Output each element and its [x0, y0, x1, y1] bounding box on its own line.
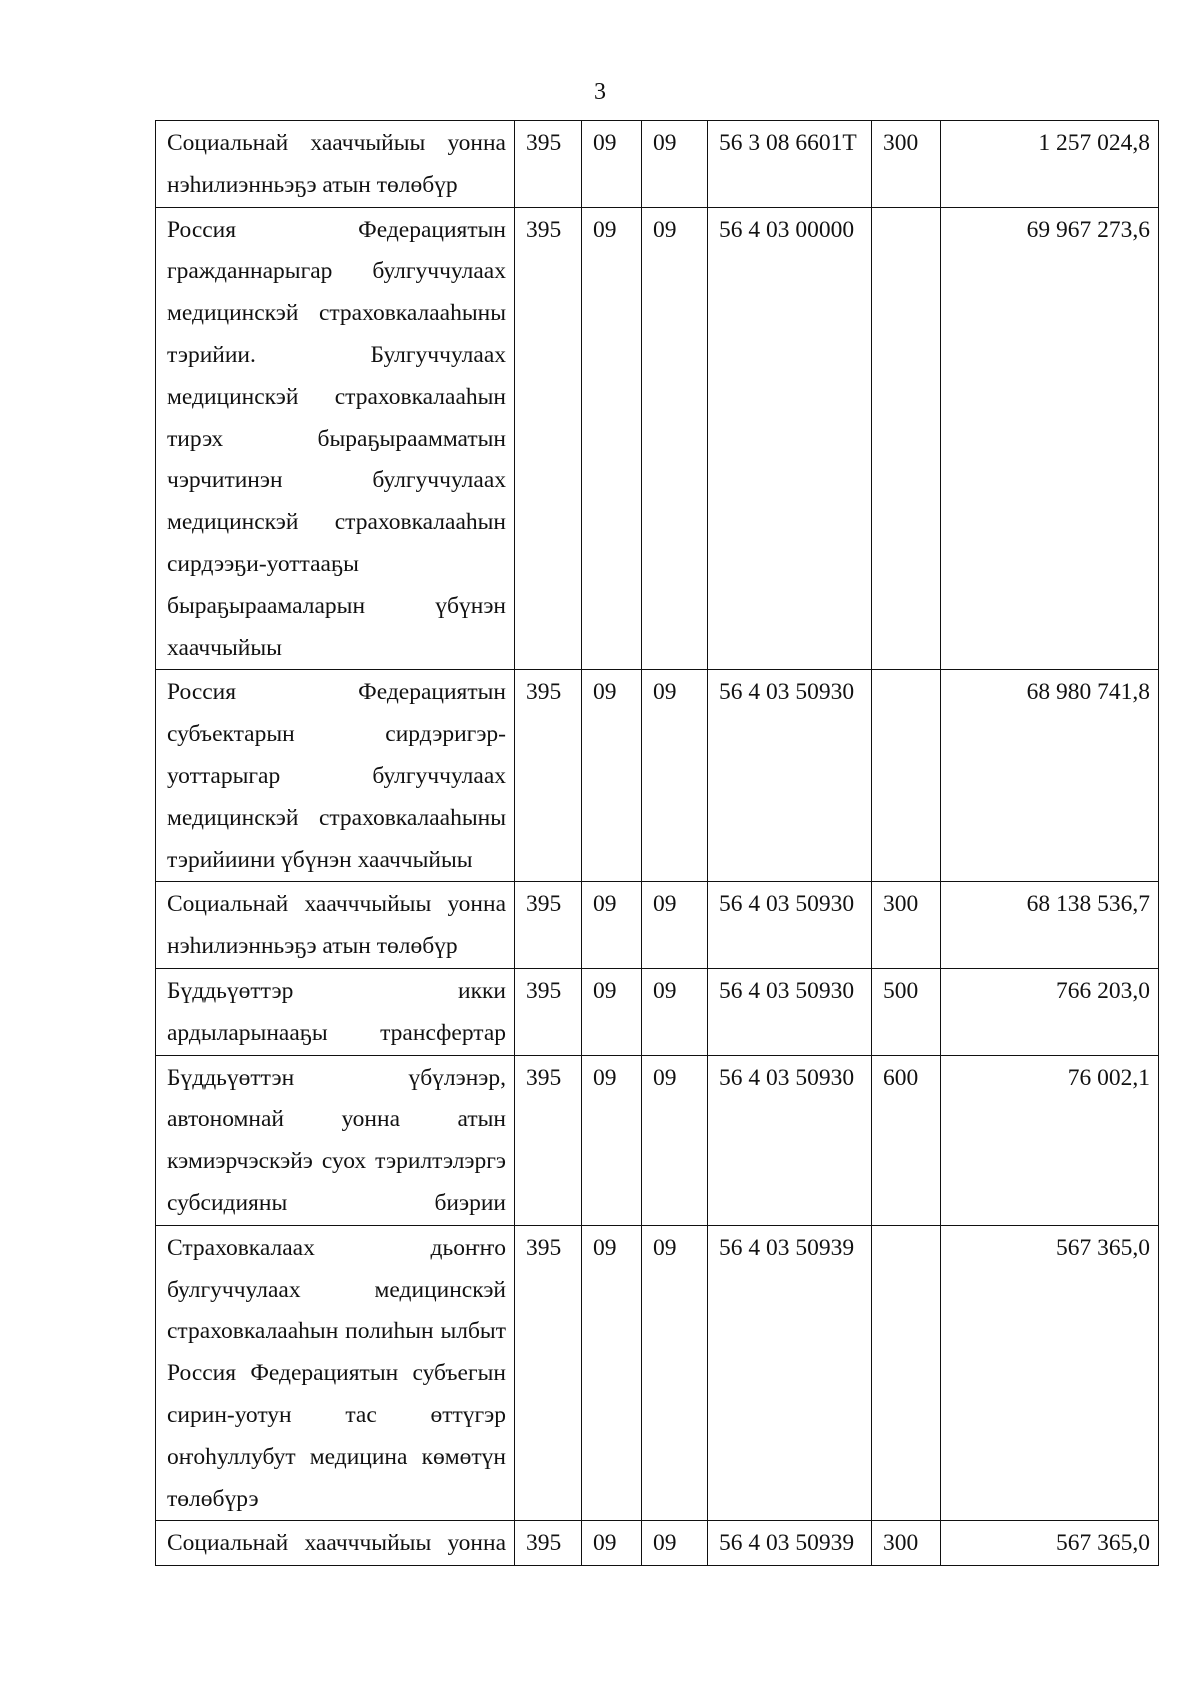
section-code-cell: 09	[582, 968, 642, 1055]
expense-name-line: гражданнарыгар булгуччулаах	[167, 258, 506, 285]
subsection-code-cell: 09	[642, 1055, 708, 1225]
table-row	[156, 207, 1159, 670]
expense-name-line: страховкалааһын полиһын ылбыт	[167, 1318, 506, 1345]
expense-name-line: Социальнай хаачччыйыы уонна	[167, 1530, 506, 1557]
ministry-code-cell: 395	[515, 968, 582, 1055]
expense-name-line: Социальнай хаачччыйыы уонна	[167, 891, 506, 918]
expense-name-line: тирэх быраҕыраамматын	[167, 425, 506, 452]
expense-name-line: Социальнай хааччыйыы уонна	[167, 130, 506, 156]
section-code-cell: 09	[582, 882, 642, 969]
expense-name-line: субсидияны биэрии	[167, 1189, 506, 1216]
expense-type-cell: 500	[872, 968, 941, 1055]
expense-name-line: медицинскэй страховкалааһыны	[167, 804, 506, 831]
section-code-cell: 09	[582, 1225, 642, 1521]
expense-name-cell	[156, 1055, 515, 1225]
target-article-cell: 56 3 08 6601Т	[708, 121, 872, 208]
ministry-code-cell: 395	[515, 882, 582, 969]
expense-name-line: Россия Федерациятын	[167, 216, 506, 243]
expense-name-line: медицинскэй страховкалааһын	[167, 383, 506, 410]
expense-name-line: медицинскэй страховкалааһын	[167, 509, 506, 536]
expense-name-line: сирин-уотун тас өттүгэр	[167, 1401, 506, 1428]
amount-cell: 76 002,1	[941, 1055, 1159, 1225]
ministry-code-cell: 395	[515, 121, 582, 208]
expense-name-line: чэрчитинэн булгуччулаах	[167, 467, 506, 494]
amount-cell: 567 365,0	[941, 1521, 1159, 1566]
subsection-code-cell: 09	[642, 1225, 708, 1521]
expense-type-cell	[872, 670, 941, 882]
subsection-code-cell: 09	[642, 121, 708, 208]
expense-name-line: оҥоһуллубут медицина көмөтүн	[167, 1443, 506, 1470]
target-article-cell: 56 4 03 50930	[708, 968, 872, 1055]
ministry-code-cell: 395	[515, 670, 582, 882]
subsection-code-cell: 09	[642, 670, 708, 882]
expense-name-line: автономнай уонна атын	[167, 1106, 506, 1133]
expense-type-cell	[872, 207, 941, 670]
table-row	[156, 1521, 1159, 1566]
amount-cell: 567 365,0	[941, 1225, 1159, 1521]
section-code-cell: 09	[582, 207, 642, 670]
budget-table	[155, 120, 1159, 1566]
subsection-code-cell: 09	[642, 207, 708, 670]
expense-name-cell	[156, 882, 515, 969]
expense-name-line: кэмиэрчэскэйэ суох тэрилтэлэргэ	[167, 1148, 506, 1175]
expense-name-cell	[156, 1225, 515, 1521]
ministry-code-cell: 395	[515, 1055, 582, 1225]
table-row	[156, 670, 1159, 882]
amount-cell: 766 203,0	[941, 968, 1159, 1055]
amount-cell: 1 257 024,8	[941, 121, 1159, 208]
expense-name-line: Россия Федерациятын субъегын	[167, 1360, 506, 1387]
expense-name-line: тэрийиини үбүнэн хааччыйыы	[167, 846, 473, 873]
expense-name-line: булгуччулаах медицинскэй	[167, 1276, 506, 1303]
expense-type-cell: 300	[872, 121, 941, 208]
target-article-cell: 56 4 03 50930	[708, 882, 872, 969]
table-row	[156, 121, 1159, 208]
expense-name-line: Россия Федерациятын	[167, 679, 506, 706]
expense-name-line: нэһилиэнньэҕэ атын төлөбүр	[167, 171, 458, 198]
table-row	[156, 1055, 1159, 1225]
expense-name-line: Бүддьүөттэр икки	[167, 977, 506, 1004]
section-code-cell: 09	[582, 1521, 642, 1566]
section-code-cell: 09	[582, 121, 642, 208]
expense-type-cell: 300	[872, 1521, 941, 1566]
expense-name-cell	[156, 670, 515, 882]
amount-cell: 69 967 273,6	[941, 207, 1159, 670]
expense-name-line: төлөбүрэ	[167, 1485, 259, 1512]
expense-type-cell: 600	[872, 1055, 941, 1225]
expense-name-line: быраҕыраамаларын үбүнэн	[167, 592, 506, 619]
expense-name-line: сирдээҕи-уоттааҕы	[167, 550, 359, 577]
expense-name-line: хааччыйыы	[167, 634, 282, 661]
expense-name-line: уоттарыгар булгуччулаах	[167, 762, 506, 789]
ministry-code-cell: 395	[515, 1225, 582, 1521]
target-article-cell: 56 4 03 00000	[708, 207, 872, 670]
table-row	[156, 968, 1159, 1055]
table-row	[156, 882, 1159, 969]
subsection-code-cell: 09	[642, 968, 708, 1055]
expense-name-line: нэһилиэнньэҕэ атын төлөбүр	[167, 933, 458, 960]
expense-name-line: Бүддьүөттэн үбүлэнэр,	[167, 1064, 506, 1091]
expense-name-cell	[156, 1521, 515, 1566]
expense-name-line: ардыларынааҕы трансфертар	[167, 1019, 506, 1046]
target-article-cell: 56 4 03 50930	[708, 1055, 872, 1225]
expense-name-cell	[156, 121, 515, 208]
amount-cell: 68 980 741,8	[941, 670, 1159, 882]
target-article-cell: 56 4 03 50939	[708, 1225, 872, 1521]
ministry-code-cell: 395	[515, 207, 582, 670]
expense-name-cell	[156, 207, 515, 670]
ministry-code-cell: 395	[515, 1521, 582, 1566]
expense-name-cell	[156, 968, 515, 1055]
expense-name-line: медицинскэй страховкалааһыны	[167, 300, 506, 327]
expense-type-cell: 300	[872, 882, 941, 969]
expense-name-line: Страховкалаах дьоҥҥо	[167, 1234, 506, 1261]
amount-cell: 68 138 536,7	[941, 882, 1159, 969]
table-row	[156, 1225, 1159, 1521]
section-code-cell: 09	[582, 670, 642, 882]
subsection-code-cell: 09	[642, 882, 708, 969]
target-article-cell: 56 4 03 50930	[708, 670, 872, 882]
subsection-code-cell: 09	[642, 1521, 708, 1566]
expense-name-line: тэрийии. Булгуччулаах	[167, 341, 506, 368]
target-article-cell: 56 4 03 50939	[708, 1521, 872, 1566]
expense-name-line: субъектарын сирдэригэр-	[167, 721, 506, 748]
section-code-cell: 09	[582, 1055, 642, 1225]
expense-type-cell	[872, 1225, 941, 1521]
page-number: 3	[594, 79, 606, 105]
